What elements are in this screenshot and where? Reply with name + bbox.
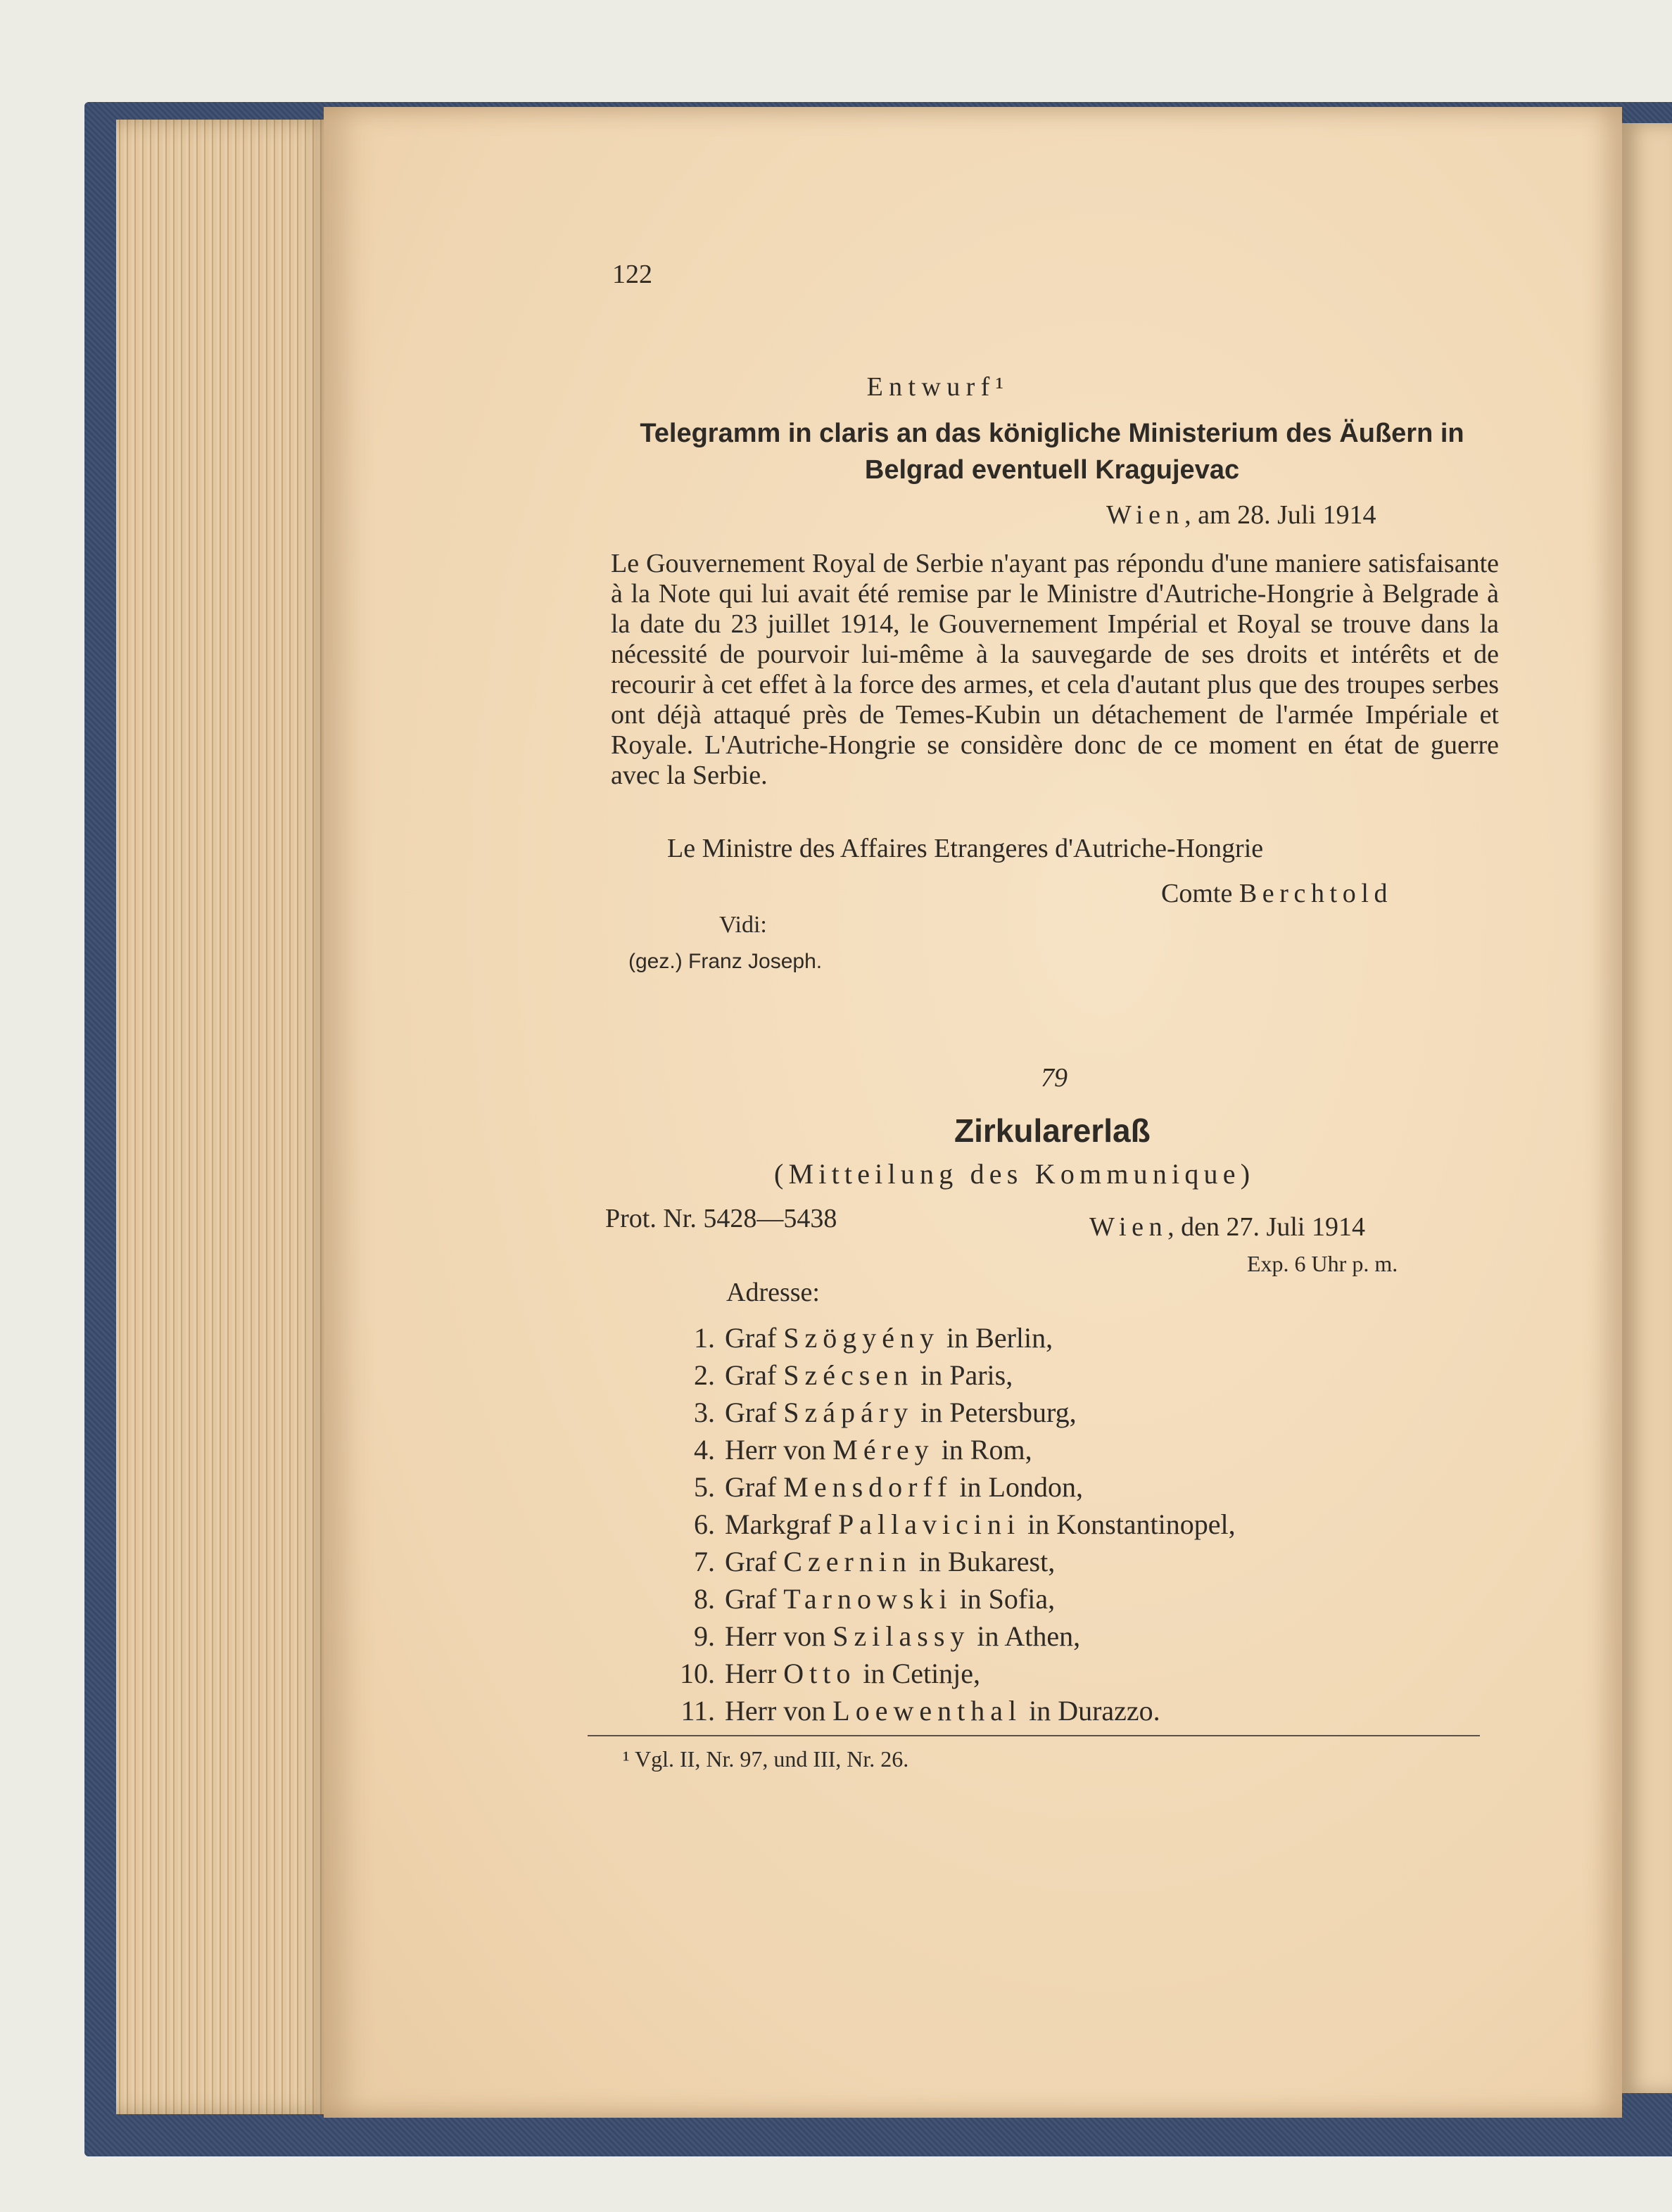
address-place: in Athen, [977,1620,1081,1652]
address-number: 9. [694,1620,715,1652]
address-place: in Berlin, [946,1322,1053,1354]
address-title: Herr von [725,1434,826,1466]
address-place: in London, [959,1471,1083,1503]
circular-title: Zirkularerlaß [954,1112,1151,1149]
draft-label: Entwurf¹ [866,372,1010,402]
address-text [725,1617,1080,1655]
address-text [725,1468,1083,1506]
address-item [654,1543,1236,1580]
circular-subtitle: (Mitteilung des Kommunique) [774,1158,1255,1190]
page-edges [116,120,334,2114]
address-item [654,1617,1236,1655]
address-item [654,1394,1236,1431]
address-text [725,1394,1077,1431]
dateline [1106,500,1376,530]
address-name: Loewenthal [832,1695,1022,1727]
address-place: in Bukarest, [918,1546,1056,1577]
dateline-circular-date: , den 27. Juli 1914 [1167,1212,1365,1242]
telegram-heading: Telegramm in claris an das königliche Ministerium des Äußern in Belgrad eventuell Kragujevac [640,419,1464,485]
address-text [725,1543,1055,1580]
dateline-date: , am 28. Juli 1914 [1184,500,1376,530]
vidi-label: Vidi: [719,912,767,938]
address-title: Graf [725,1397,777,1428]
address-number: 6. [694,1508,715,1540]
address-title: Graf [725,1471,777,1503]
address-title: Graf [725,1583,777,1615]
address-title: Markgraf [725,1508,832,1540]
address-place: in Durazzo. [1029,1695,1160,1727]
address-item [654,1580,1236,1617]
address-item [654,1692,1236,1729]
address-title: Herr von [725,1695,826,1727]
signature [1161,878,1393,909]
address-number: 5. [694,1471,715,1503]
address-name: Otto [783,1658,856,1689]
page-number: 122 [612,260,652,289]
footnote-rule [588,1735,1480,1736]
address-item [654,1655,1236,1692]
address-place: in Rom, [941,1434,1032,1466]
next-page-edge [1622,123,1672,2093]
address-title: Herr von [725,1620,826,1652]
address-number: 4. [694,1434,715,1466]
address-place: in Petersburg, [920,1397,1077,1428]
address-text [725,1319,1053,1356]
dateline-circular-place: Wien [1089,1212,1168,1242]
address-text [725,1356,1013,1394]
address-title: Graf [725,1546,777,1577]
address-place: in Cetinje, [863,1658,981,1689]
address-name: Tarnowski [783,1583,953,1615]
address-text [725,1431,1032,1468]
address-name: Pallavicini [838,1508,1021,1540]
address-number: 8. [694,1583,715,1615]
address-number: 3. [694,1397,715,1428]
address-place: in Konstantinopel, [1027,1508,1236,1540]
address-place: in Sofia, [959,1583,1056,1615]
protocol-number: Prot. Nr. 5428—5438 [605,1204,837,1233]
address-name: Szögyény [783,1322,940,1354]
address-item [654,1506,1236,1543]
address-title: Graf [725,1359,777,1391]
address-number: 11. [680,1695,715,1727]
address-number: 7. [694,1546,715,1577]
address-name: Szécsen [783,1359,914,1391]
address-text [725,1580,1055,1617]
address-name: Mérey [832,1434,935,1466]
address-name: Czernin [783,1546,912,1577]
address-number: 1. [694,1322,715,1354]
document-number [0,1062,1672,1093]
signature-title: Comte [1161,879,1233,908]
address-text [725,1655,980,1692]
address-item [654,1356,1236,1394]
address-name: Szápáry [783,1397,914,1428]
telegram-body: Le Gouvernement Royal de Serbie n'ayant pas répondu d'une maniere satisfaisante à la Note qui lui avait été remise par le Ministre d'Autriche-Hongrie à Belgrade à la date du 23 juillet 1914, le Gouvernement Impérial et Royal se trouve dans la nécessité de pourvoir lui-même à la sauvegarde de ses droits et intérêts et de recourir à cet effet à la force des armes, et cela d'autant plus que des troupes serbes ont déjà attaqué près de Temes-Kubin un détachement de l'armée Impériale et Royale. L'Autriche-Hongrie se considère donc de ce moment en état de guerre avec la Serbie. [611,549,1499,790]
address-name: Szilassy [832,1620,970,1652]
dateline-circular [1089,1212,1365,1242]
address-number: 10. [680,1658,715,1689]
address-text [725,1506,1236,1543]
footnote: ¹ Vgl. II, Nr. 97, und III, Nr. 26. [623,1746,909,1772]
address-item [654,1468,1236,1506]
address-item [654,1431,1236,1468]
address-text [725,1692,1160,1729]
address-title: Graf [725,1322,777,1354]
address-label: Adresse: [726,1278,820,1307]
address-place: in Paris, [920,1359,1013,1391]
dateline-place: Wien [1106,500,1185,530]
closing-line: Le Ministre des Affaires Etrangeres d'Autriche-Hongrie [667,834,1264,863]
address-list [654,1319,1236,1729]
address-name: Mensdorff [783,1471,953,1503]
address-item [654,1319,1236,1356]
address-title: Herr [725,1658,777,1689]
expedition-time: Exp. 6 Uhr p. m. [1247,1251,1398,1276]
gez-signature: (gez.) Franz Joseph. [628,950,823,973]
address-number: 2. [694,1359,715,1391]
signature-name: Berchtold [1239,879,1393,908]
document-number-value: 79 [1041,1063,1068,1093]
